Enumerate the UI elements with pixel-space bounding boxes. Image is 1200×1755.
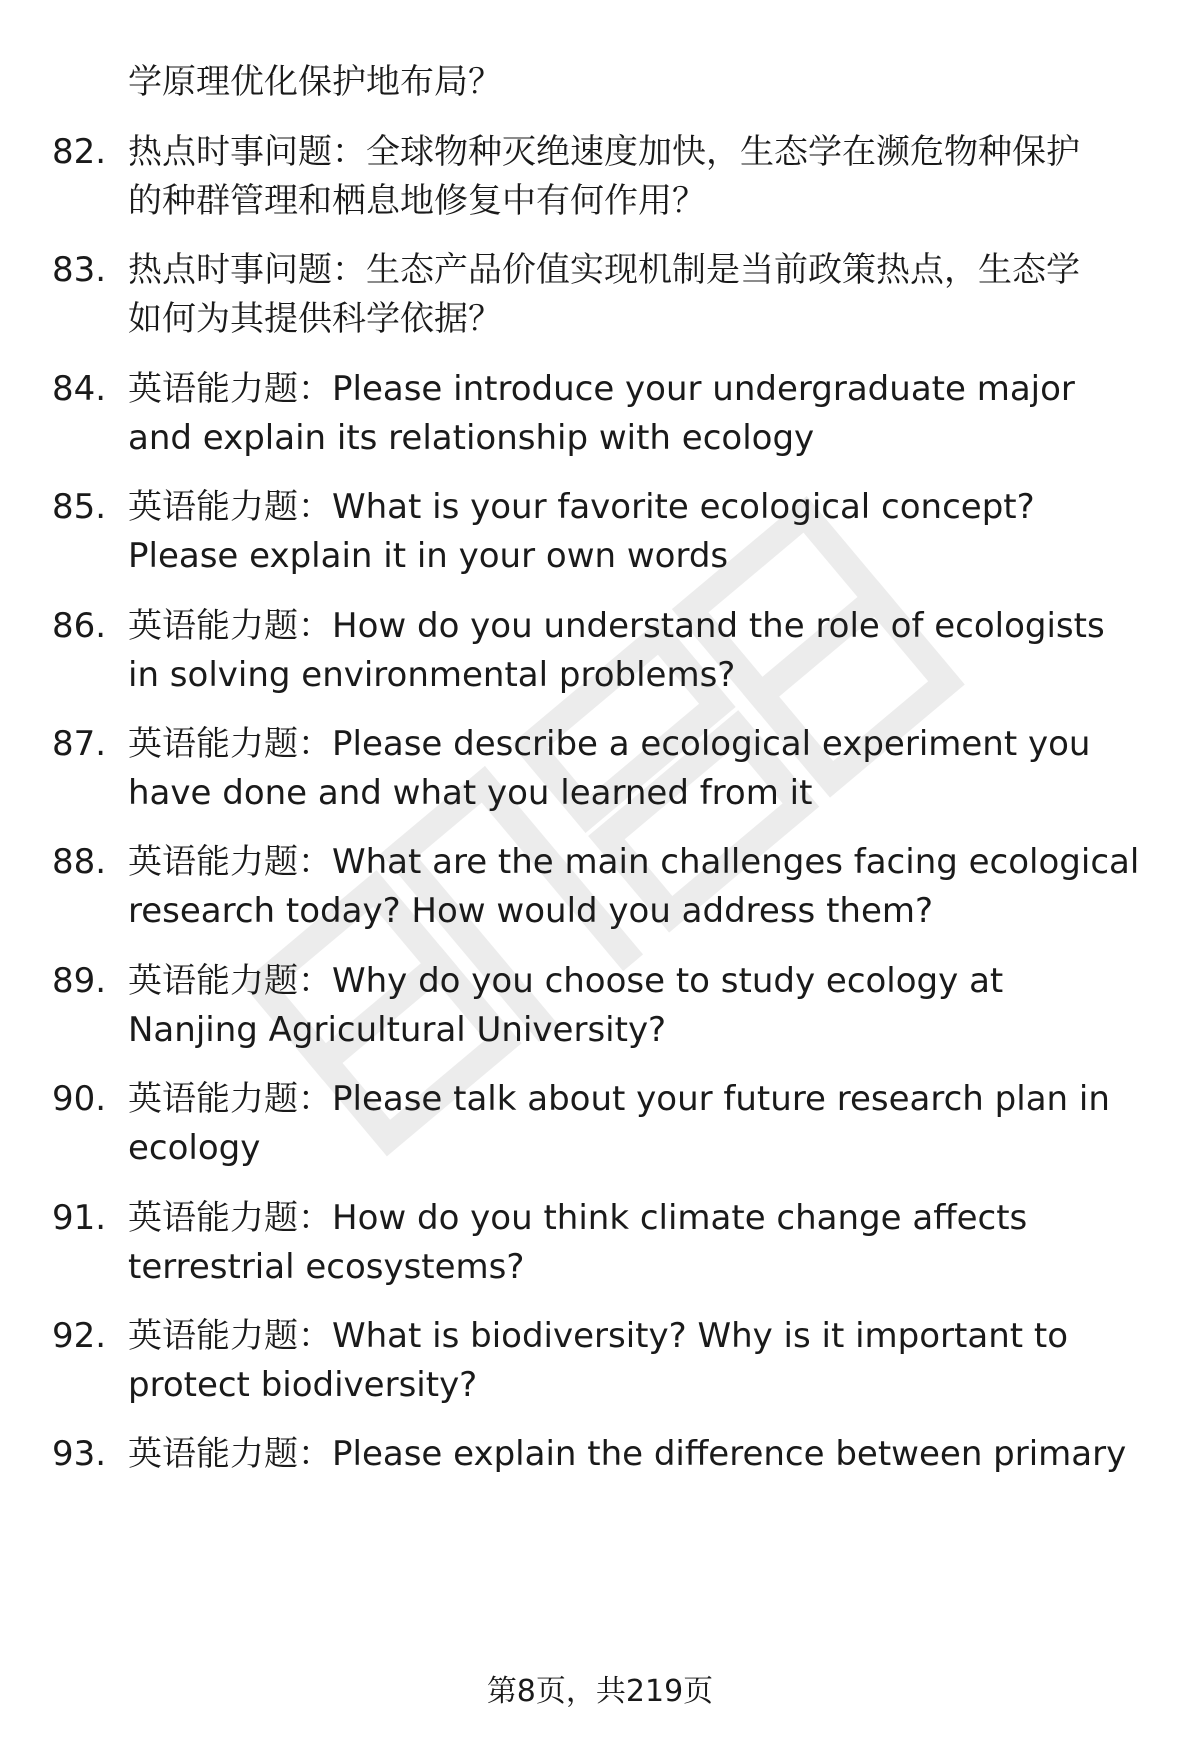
question-text-line: 英语能力题：What is your favorite ecological concept? (128, 487, 1035, 528)
question-number: 88. (52, 842, 107, 883)
question-text-line: research today? How would you address them? (128, 891, 934, 932)
question-text-line: Please explain it in your own words (128, 536, 729, 577)
question-text-line: have done and what you learned from it (128, 773, 813, 813)
question-text-line: 英语能力题：Please describe a ecological experiment you (128, 724, 1091, 764)
question-text (128, 246, 1168, 344)
question-text-line: 英语能力题：Please talk about your future research plan in (128, 1079, 1110, 1120)
question-text-line: 英语能力题：How do you understand the role of ecologists (128, 605, 1105, 646)
question-text (128, 602, 1168, 700)
question-text-line: 如何为其提供科学依据？ (128, 299, 502, 340)
question-number: 92. (52, 1316, 107, 1356)
continued-question-text: 学原理优化保护地布局？ (128, 62, 502, 102)
question-text (128, 128, 1168, 226)
question-number: 93. (52, 1434, 107, 1475)
question-text-line: 热点时事问题：生态产品价值实现机制是当前政策热点，生态学 (128, 250, 1080, 291)
question-text-line: terrestrial ecosystems? (128, 1246, 525, 1287)
question-text-line: 英语能力题：Please explain the difference between primary (128, 1434, 1127, 1475)
question-text-line: 热点时事问题：全球物种灭绝速度加快，生态学在濒危物种保护 (128, 132, 1080, 172)
question-text-line: 英语能力题：Why do you choose to study ecology at (128, 960, 1004, 1001)
question-text-line: ecology (128, 1128, 261, 1169)
question-text-line: 的种群管理和栖息地修复中有何作用？ (128, 181, 706, 221)
question-text (128, 1194, 1168, 1292)
question-text (128, 1312, 1168, 1410)
question-number: 86. (52, 605, 107, 646)
question-text-line: and explain its relationship with ecology (128, 417, 815, 458)
question-text (128, 957, 1168, 1055)
question-number: 89. (52, 960, 107, 1001)
question-number: 90. (52, 1079, 107, 1120)
question-number: 82. (52, 132, 107, 172)
question-number: 83. (52, 250, 107, 291)
question-text-line: 英语能力题：Please introduce your undergraduate major (128, 368, 1075, 409)
question-text (128, 365, 1168, 463)
question-text (128, 1430, 1168, 1479)
question-text (128, 483, 1168, 581)
question-text (128, 1075, 1168, 1173)
question-text-line: 英语能力题：What is biodiversity? Why is it important to (128, 1316, 1069, 1356)
question-number: 91. (52, 1197, 107, 1238)
question-number: 85. (52, 487, 107, 528)
question-text (128, 838, 1168, 936)
question-text-line: Nanjing Agricultural University? (128, 1009, 667, 1050)
question-number: 84. (52, 368, 107, 409)
question-text-line: 英语能力题：What are the main challenges facing ecological (128, 842, 1140, 883)
question-text (128, 720, 1168, 818)
question-number: 87. (52, 724, 107, 764)
question-text-line: 英语能力题：How do you think climate change affects (128, 1197, 1028, 1238)
question-text-line: in solving environmental problems? (128, 654, 736, 695)
question-text-line: protect biodiversity? (128, 1365, 478, 1405)
page-footer: 第8页，共219页 (486, 1674, 714, 1709)
